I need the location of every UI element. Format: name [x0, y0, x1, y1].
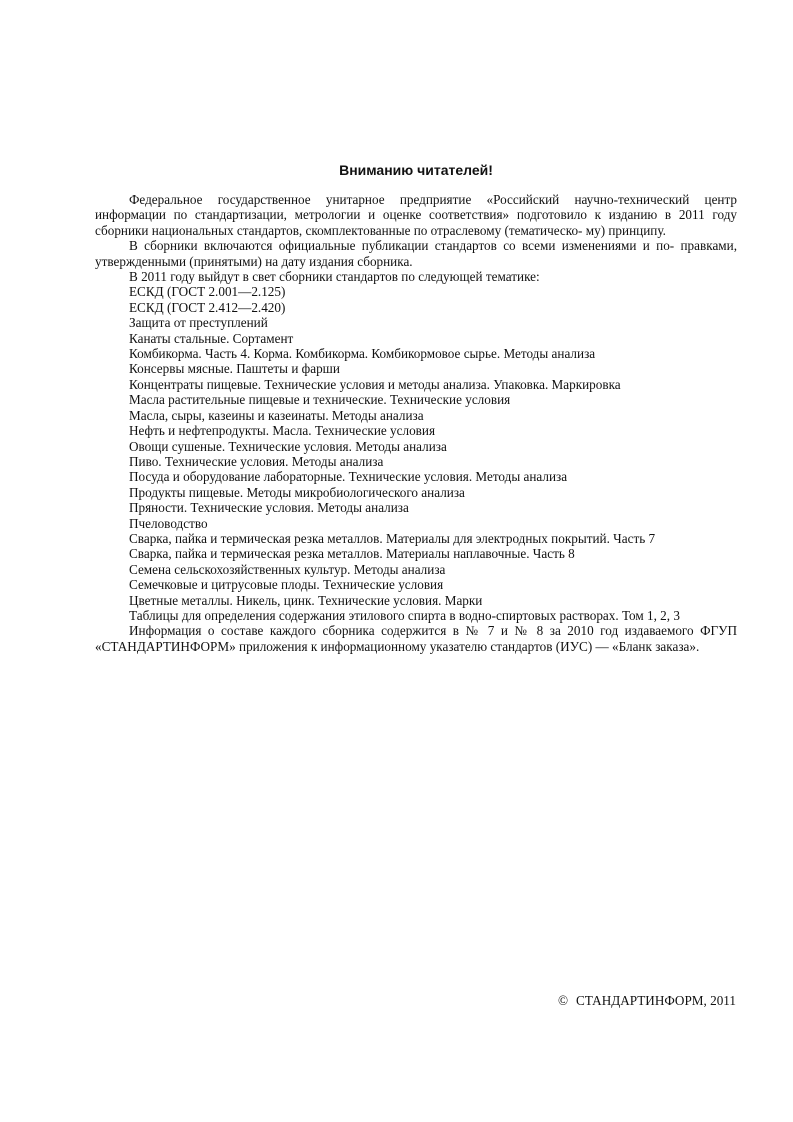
list-item: Комбикорма. Часть 4. Корма. Комбикорма. Комбикормовое сырье. Методы анализа [129, 346, 596, 362]
intro-paragraph: Федеральное государственное унитарное предприятие «Российский научно-технический центр информации по стандартизации, метрологии и оценке соответствия» подготовило к изданию в 2011 году сборники национальных стандартов, скомплектованные по отраслевому (тематическо- му) принципу. [95, 192, 737, 238]
list-item: Посуда и оборудование лабораторные. Технические условия. Методы анализа [129, 469, 568, 485]
notice-body [95, 192, 737, 654]
copyright-notice [558, 993, 736, 1009]
list-item: Защита от преступлений [129, 315, 268, 331]
list-item: Масла, сыры, казеины и казеинаты. Методы анализа [129, 407, 424, 423]
list-item: ЕСКД (ГОСТ 2.412—2.420) [129, 299, 286, 315]
topics-heading-paragraph: В 2011 году выйдут в свет сборники стандартов по следующей тематике: [129, 269, 540, 285]
list-item: Овощи сушеные. Технические условия. Методы анализа [129, 438, 447, 454]
list-item: Сварка, пайка и термическая резка металлов. Материалы наплавочные. Часть 8 [129, 546, 575, 562]
page-title: Вниманию читателей! [339, 162, 493, 178]
closing-paragraph: Информация о составе каждого сборника содержится в № 7 и № 8 за 2010 год издаваемого ФГУП «СТАНДАРТИНФОРМ» приложения к информационному указателю стандартов (ИУС) — «Бланк заказа». [95, 623, 737, 654]
list-item: Семена сельскохозяйственных культур. Методы анализа [129, 561, 446, 577]
topics-list [95, 284, 737, 623]
list-item: Пряности. Технические условия. Методы анализа [129, 500, 409, 516]
list-item: Канаты стальные. Сортамент [129, 330, 294, 346]
list-item: Концентраты пищевые. Технические условия и методы анализа. Упаковка. Маркировка [129, 376, 621, 392]
list-item: Семечковые и цитрусовые плоды. Технические условия [129, 577, 444, 593]
list-item: Пиво. Технические условия. Методы анализа [129, 453, 384, 469]
list-item: Сварка, пайка и термическая резка металлов. Материалы для электродных покрытий. Часть 7 [129, 530, 656, 546]
list-item: Нефть и нефтепродукты. Масла. Технические условия [129, 423, 436, 439]
list-item: Консервы мясные. Паштеты и фарши [129, 361, 340, 377]
copyright-icon: © [557, 993, 568, 1008]
list-item: Цветные металлы. Никель, цинк. Технические условия. Марки [129, 592, 483, 608]
list-item: Масла растительные пищевые и технические. Технические условия [129, 392, 511, 408]
list-item: ЕСКД (ГОСТ 2.001—2.125) [129, 284, 286, 300]
copyright-text: СТАНДАРТИНФОРМ, 2011 [575, 993, 736, 1008]
list-item: Продукты пищевые. Методы микробиологического анализа [129, 484, 465, 500]
list-item: Таблицы для определения содержания этилового спирта в водно-спиртовых растворах. Том 1, 2, 3 [129, 607, 680, 623]
list-item: Пчеловодство [129, 515, 208, 531]
inclusion-paragraph: В сборники включаются официальные публикации стандартов со всеми изменениями и по- правками, утвержденными (принятыми) на дату издания сборника. [95, 238, 737, 269]
